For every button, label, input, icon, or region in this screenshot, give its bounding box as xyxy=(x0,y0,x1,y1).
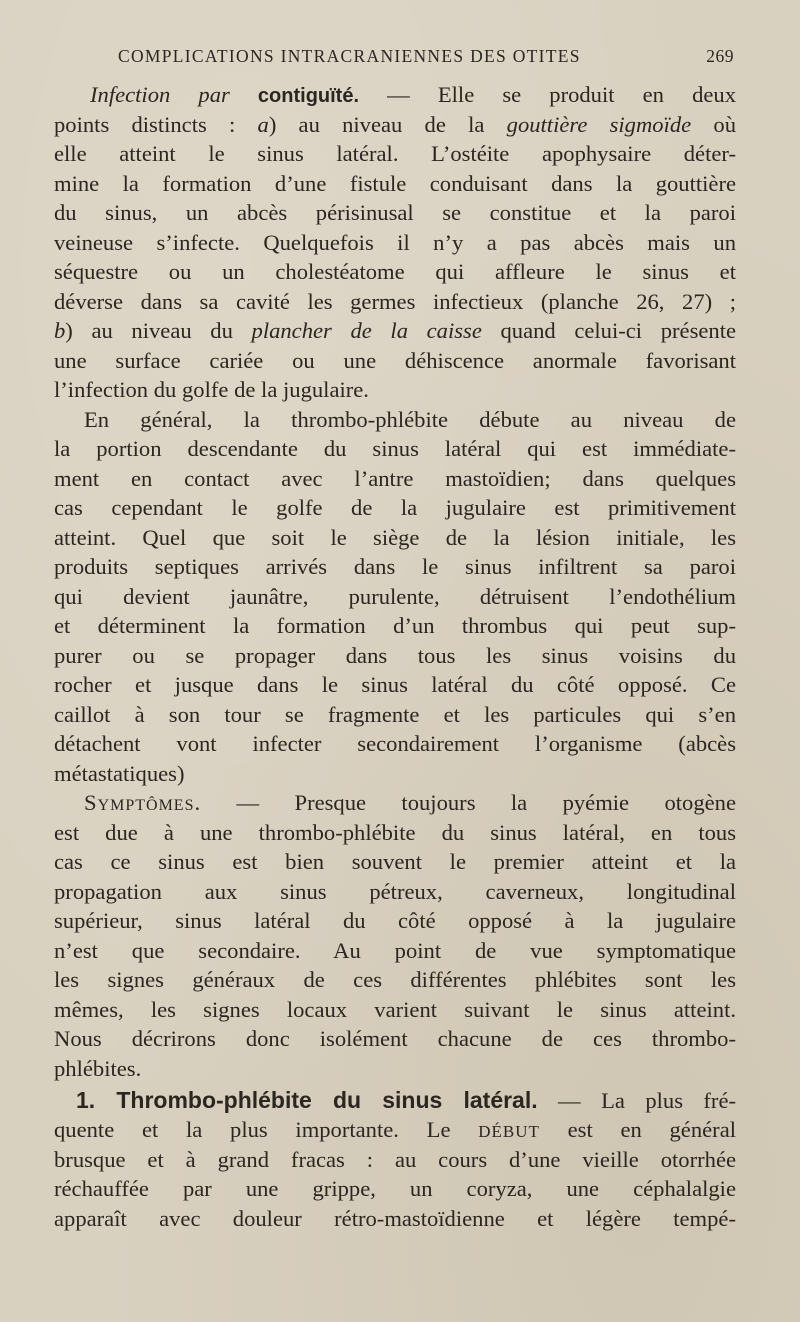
text-line: une surface cariée ou une déhiscence anormale favorisant xyxy=(54,347,736,373)
text-line: brusque et à grand fracas : au cours d’une vieille otorrhée xyxy=(54,1146,736,1172)
text-line: purer ou se propager dans tous les sinus voisins du xyxy=(54,642,736,668)
text-run: — Elle se produit en deux xyxy=(359,82,736,107)
page-header xyxy=(118,46,734,74)
text-line xyxy=(54,788,736,818)
text-run: quand celui-ci présente xyxy=(481,318,736,343)
section-heading-line xyxy=(54,1083,736,1115)
small-caps-run: Symptômes. xyxy=(84,790,202,815)
text-line xyxy=(54,1115,736,1145)
text-run: quente et la plus importante. Le xyxy=(54,1117,479,1142)
text-line: propagation aux sinus pétreux, caverneux, longitudinal xyxy=(54,878,736,904)
text-line: produits septiques arrivés dans le sinus infiltrent sa paroi xyxy=(54,554,736,579)
text-run: est en général xyxy=(539,1117,736,1142)
italic-run: plancher de la caisse xyxy=(251,318,482,343)
text-run: — La plus fré- xyxy=(537,1088,736,1113)
text-line: séquestre ou un cholestéatome qui affleure le sinus et xyxy=(54,259,736,284)
text-line: phlébites. xyxy=(54,1055,142,1081)
text-line: déverse dans sa cavité les germes infectieux (planche 26, 27) ; xyxy=(54,288,736,314)
text-run: où xyxy=(691,111,736,137)
text-line: mêmes, les signes locaux varient suivant le sinus atteint. xyxy=(54,996,736,1022)
text-line: mine la formation d’une fistule conduisant dans la gouttière xyxy=(54,170,736,196)
page-number: 269 xyxy=(706,46,734,66)
text-line: cas cependant le golfe de la jugulaire est primitivement xyxy=(54,495,736,520)
body-text xyxy=(54,80,736,1280)
text-line: les signes généraux de ces différentes phlébites sont les xyxy=(54,967,736,992)
text-line: veineuse s’infecte. Quelquefois il n’y a pas abcès mais un xyxy=(54,229,736,255)
text-run: ) au niveau de la xyxy=(268,111,507,137)
text-line: est due à une thrombo-phlébite du sinus latéral, en tous xyxy=(54,819,736,845)
text-line: et déterminent la formation d’un thrombus qui peut sup- xyxy=(54,613,736,638)
text-line: cas ce sinus est bien souvent le premier atteint et la xyxy=(54,849,736,874)
text-line: supérieur, sinus latéral du côté opposé à la jugulaire xyxy=(54,908,736,933)
text-line xyxy=(54,110,736,140)
section-heading: 1. Thrombo-phlébite du sinus latéral. xyxy=(76,1087,538,1113)
text-line: En général, la thrombo-phlébite débute au niveau de xyxy=(84,406,736,432)
text-line xyxy=(54,80,736,110)
text-line: du sinus, un abcès périsinusal se constitue et la paroi xyxy=(54,200,736,225)
small-caps-run: DÉBUT xyxy=(478,1122,540,1141)
text-run: points distincts : xyxy=(54,111,258,137)
text-line: métastatiques) xyxy=(54,760,185,786)
text-line: rocher et jusque dans le sinus latéral du côté opposé. Ce xyxy=(54,672,736,697)
text-line: caillot à son tour se fragmente et les particules qui s’en xyxy=(54,701,736,727)
text-line: Nous décrirons donc isolément chacune de ces thrombo- xyxy=(54,1026,736,1051)
text-line: réchauffée par une grippe, un coryza, une céphalalgie xyxy=(54,1176,736,1201)
text-line: détachent vont infecter secondairement l’organisme (abcès xyxy=(54,731,736,756)
text-line: qui devient jaunâtre, purulente, détruisent l’endothélium xyxy=(54,583,736,609)
text-line xyxy=(54,316,736,346)
italic-run: gouttière sigmoïde xyxy=(506,111,692,137)
text-run: — Presque toujours la pyémie otogène xyxy=(201,790,736,815)
italic-run: Infection par xyxy=(90,82,230,107)
running-title: COMPLICATIONS INTRACRANIENNES DES OTITES xyxy=(118,46,581,66)
text-line: l’infection du golfe de la jugulaire. xyxy=(54,377,369,402)
text-line: elle atteint le sinus latéral. L’ostéite apophysaire déter- xyxy=(54,141,736,166)
italic-run: a xyxy=(257,111,269,137)
bold-run: contiguïté. xyxy=(257,85,360,107)
text-line: n’est que secondaire. Au point de vue symptomatique xyxy=(54,937,736,963)
text-run: ) au niveau du xyxy=(65,318,252,343)
text-line: apparaît avec douleur rétro-mastoïdienne et légère tempé- xyxy=(54,1205,736,1231)
text-line: la portion descendante du sinus latéral qui est immédiate- xyxy=(54,436,736,461)
text-line: ment en contact avec l’antre mastoïdien; dans quelques xyxy=(54,465,736,491)
text-line: atteint. Quel que soit le siège de la lésion initiale, les xyxy=(54,524,736,550)
italic-run: b xyxy=(54,318,66,343)
